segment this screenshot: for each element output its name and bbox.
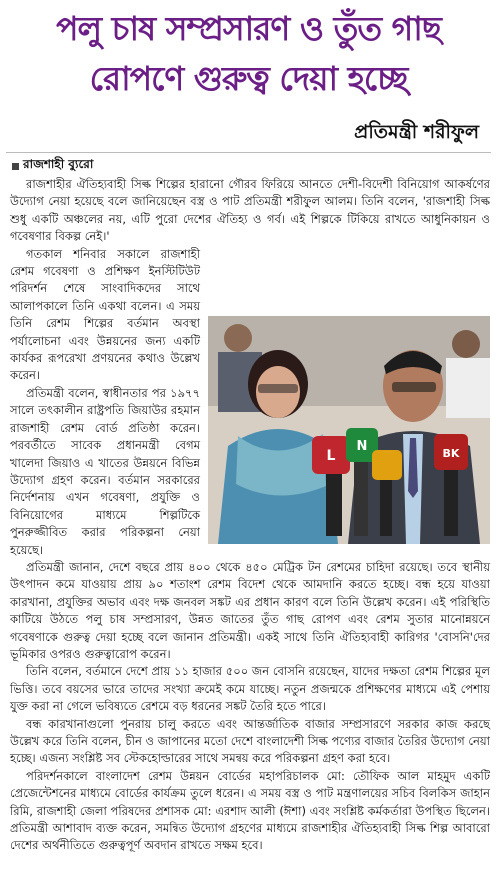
article-body xyxy=(10,176,490,855)
paragraph: তিনি বলেন, বর্তমানে দেশে প্রায় ১১ হাজার ৫০০ জন বোসনি রয়েছেন, যাদের দক্ষতা রেশম শিল্পের মূল ভিত্তি। তবে বয়সের ভারে তাদের সংখ্যা ক্রমেই কমে যাচ্ছে। নতুন প্রজন্মকে প্রশিক্ষণের মাধ্যমে এই পেশায় যুক্ত করা না গেলে ভবিষ্যতে রেশমে বড় ধরনের সঙ্কট তৈরি হতে পারে। xyxy=(10,664,490,714)
headline-line-1: পলু চাষ সম্প্রসারণ ও তুঁত গাছ xyxy=(56,9,441,48)
photo-illustration xyxy=(208,316,490,544)
paragraph: প্রতিমন্ত্রী বলেন, স্বাধীনতার পর ১৯৭৭ সালে তৎকালীন রাষ্ট্রপতি জিয়াউর রহমান রাজশাহী রেশম বোর্ড প্রতিষ্ঠা করেন। পরবর্তীতে সাবেক প্রধানমন্ত্রী বেগম খালেদা জিয়াও এ খাতের উন্নয়নে বিভিন্ন উদ্যোগ গ্রহণ করেন। বর্তমান সরকারের নির্দেশনায় এখন গবেষণা, প্রযুক্তি ও বিনিয়োগের মাধ্যমে শিল্পটিকে পুনরুজ্জীবিত করার পরিকল্পনা নেয়া হয়েছে। xyxy=(10,385,200,557)
paragraph: রাজশাহীর ঐতিহ্যবাহী সিল্ক শিল্পের হারানো গৌরব ফিরিয়ে আনতে দেশী-বিদেশী বিনিয়োগ আকর্ষণের উদ্যোগ নেয়া হয়েছে বলে জানিয়েছেন বস্ত্র ও পাট প্রতিমন্ত্রী শরীফুল আলম। তিনি বলেন, 'রাজশাহী সিল্ক শুধু একটি অঞ্চলের নয়, এটি পুরো দেশের ঐতিহ্য ও গর্ব। এই শিল্পকে টিকিয়ে রাখতে আধুনিকায়ন ও গবেষণার বিকল্প নেই।' xyxy=(10,177,490,244)
mic-label: BK xyxy=(442,446,460,460)
headline xyxy=(0,4,497,104)
mic-label: L xyxy=(326,447,336,464)
subheadline: প্রতিমন্ত্রী শরীফুল xyxy=(354,121,479,143)
bullet-icon xyxy=(12,163,19,170)
news-photo xyxy=(208,316,490,544)
paragraph: পরিদর্শনকালে বাংলাদেশ রেশম উন্নয়ন বোর্ডের মহাপরিচালক মো: তৌফিক আল মাহমুদ একটি প্রেজেন্টেশনের মাধ্যমে বোর্ডের কার্যক্রম তুলে ধরেন। এ সময় বস্ত্র ও পাট মন্ত্রণালয়ের সচিব বিলকিস জাহান রিমি, রাজশাহী জেলা পরিষদের প্রশাসক মো: এরশাদ আলী (ঈশা) এবং সংশ্লিষ্ট কর্মকর্তারা উপস্থিত ছিলেন। প্রতিমন্ত্রী আশাবাদ ব্যক্ত করেন, সমন্বিত উদ্যোগ গ্রহণের মাধ্যমে রাজশাহীর ঐতিহ্যবাহী সিল্ক শিল্প আবারো দেশের অর্থনীতিতে গুরুত্বপূর্ণ অবদান রাখতে সক্ষম হবে। xyxy=(10,768,490,853)
mic-label: N xyxy=(356,438,368,454)
byline-text: রাজশাহী ব্যুরো xyxy=(23,157,94,171)
paragraph: প্রতিমন্ত্রী জানান, দেশে বছরে প্রায় ৪০০ থেকে ৪৫০ মেট্রিক টন রেশমের চাহিদা রয়েছে। তবে স্থানীয় উৎপাদন কমে যাওয়ায় প্রায় ৯০ শতাংশ রেশম বিদেশ থেকে আমদানি করতে হচ্ছে। বন্ধ হয়ে যাওয়া কারখানা, প্রযুক্তির অভাব এবং দক্ষ জনবল সঙ্কট এর প্রধান কারণ বলে তিনি উল্লেখ করেন। এই পরিস্থিতি কাটিয়ে উঠতে পলু চাষ সম্প্রসারণ, উন্নত জাতের তুঁত গাছ রোপণ এবং রেশম সুতার মানোন্নয়নে গবেষণাকে গুরুত্ব দেয়া হচ্ছে বলে জানান প্রতিমন্ত্রী। একই সাথে তিনি ঐতিহ্যবাহী কারিগর 'বোসনি'দের ভূমিকার ওপরও গুরুত্বারোপ করেন। xyxy=(10,559,490,661)
paragraph: বন্ধ কারখানাগুলো পুনরায় চালু করতে এবং আন্তর্জাতিক বাজার সম্প্রসারণে সরকার কাজ করছে উল্লেখ করে তিনি বলেন, চীন ও জাপানের মতো দেশে বাংলাদেশী সিল্ক পণ্যের বাজার তৈরির উদ্যোগ নেয়া হচ্ছে। এজন্য সংশ্লিষ্ট সব স্টেকহোল্ডারের সাথে সমন্বয় করে পরিকল্পনা গ্রহণ করা হবে। xyxy=(10,716,490,766)
divider xyxy=(6,152,491,153)
headline-line-2: রোপণে গুরুত্ব দেয়া হচ্ছে xyxy=(89,59,408,98)
paragraph: গতকাল শনিবার সকালে রাজশাহী রেশম গবেষণা ও প্রশিক্ষণ ইনস্টিটিউট পরিদর্শন শেষে সাংবাদিকদের সাথে আলাপকালে তিনি একথা বলেন। এ সময় তিনি রেশম শিল্পের বর্তমান অবস্থা পর্যালোচনা এবং উন্নয়নের জন্য একটি কার্যকর রূপরেখা প্রণয়নের কথাও উল্লেখ করেন। xyxy=(10,246,200,383)
byline xyxy=(12,156,93,176)
